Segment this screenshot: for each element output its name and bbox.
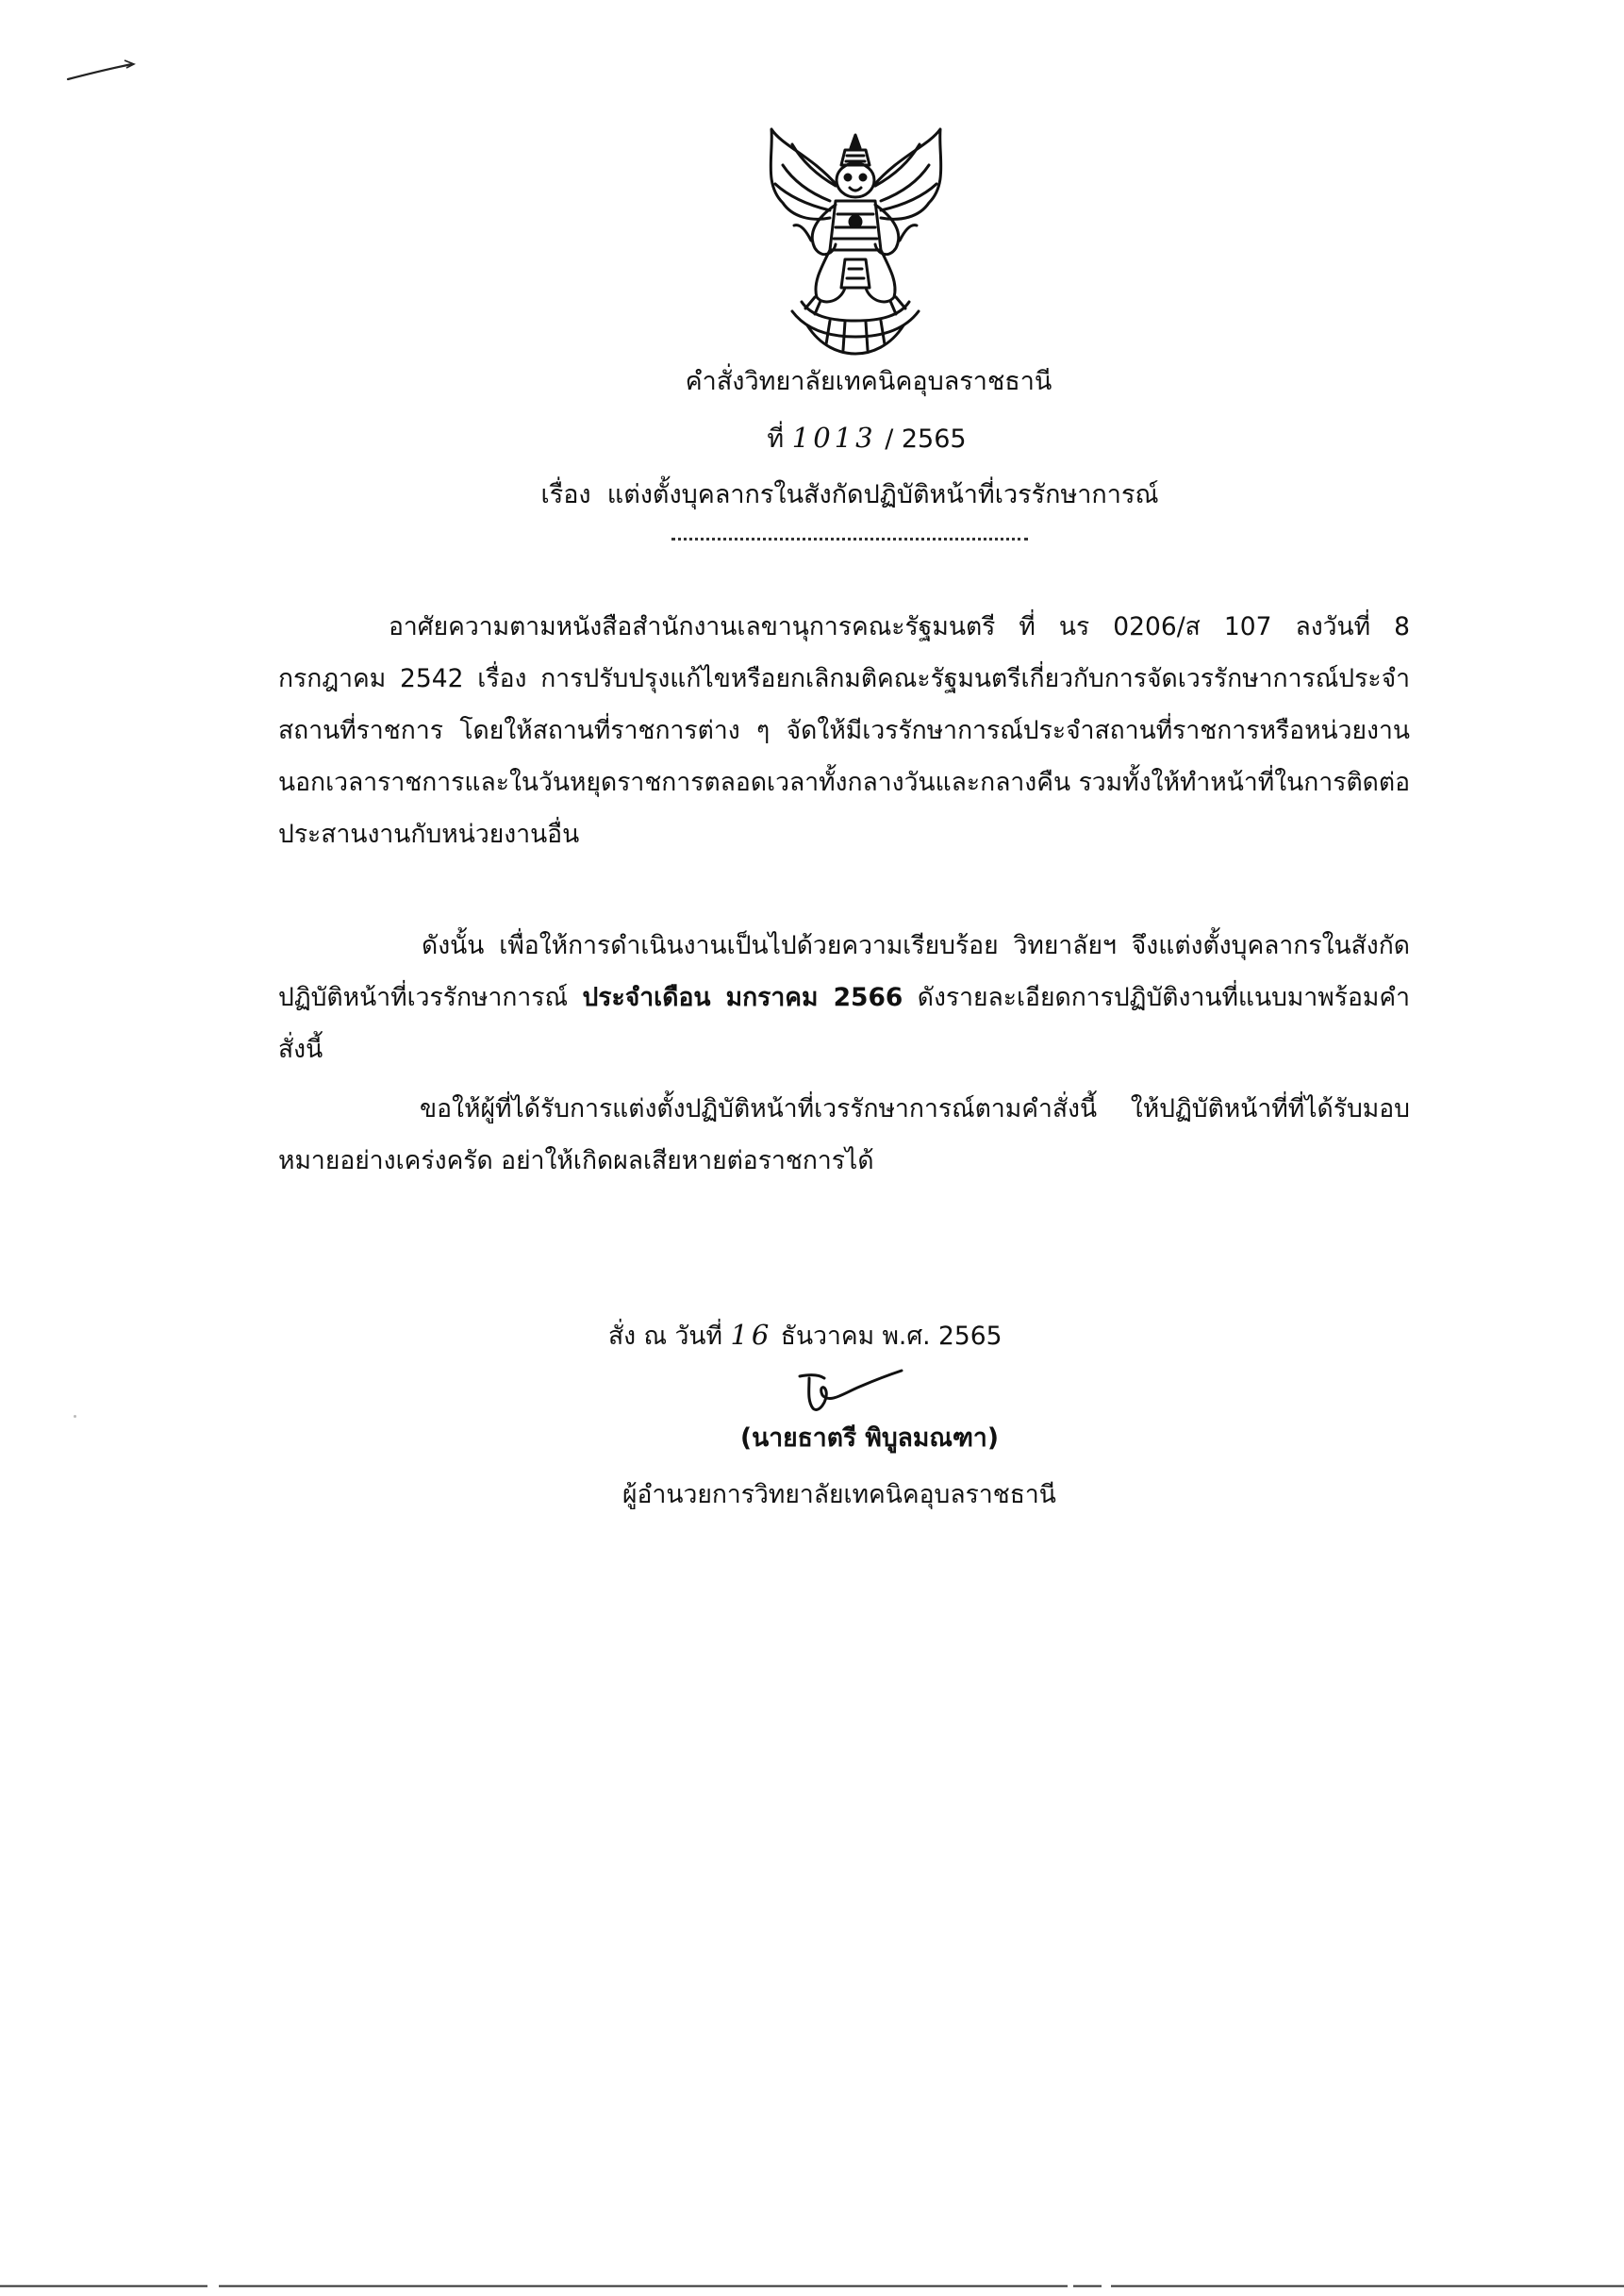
signing-date-day-handwritten: 16 xyxy=(730,1319,773,1351)
order-number-suffix: / 2565 xyxy=(885,424,967,454)
subject-text: แต่งตั้งบุคลากรในสังกัดปฏิบัติหน้าที่เวรรักษาการณ์ xyxy=(606,480,1159,509)
scan-speck xyxy=(74,1415,76,1418)
footer-scan-line xyxy=(0,2285,1624,2288)
paragraph-appointment xyxy=(278,920,1410,1075)
signing-date-suffix: ธันวาคม พ.ศ. 2565 xyxy=(780,1322,1003,1351)
paragraph-instruction: ขอให้ผู้ที่ได้รับการแต่งตั้งปฏิบัติหน้าที่เวรรักษาการณ์ตามคำสั่งนี้ ให้ปฏิบัติหน้าที่ที่ได้รับมอบหมายอย่างเคร่งครัด อย่าให้เกิดผลเสียหายต่อราชการได้ xyxy=(278,1094,1410,1175)
signer-position: ผู้อำนวยการวิทยาลัยเทคนิคอุบลราชธานี xyxy=(622,1480,1056,1509)
signing-date-prefix: สั่ง ณ วันที่ xyxy=(608,1322,723,1351)
order-number-handwritten: 1013 xyxy=(791,422,877,454)
paragraph-appointment-text-1: ดังนั้น เพื่อให้การดำเนินงานเป็นไปด้วยความเรียบร้อย วิทยาลัยฯ จึงแต่งตั้งบุคลากรในสังกัดปฏิบัติหน้าที่เวรรักษาการณ์ xyxy=(278,931,1410,1012)
handwritten-signature xyxy=(781,1363,922,1420)
dotted-separator xyxy=(671,538,1028,541)
pen-stroke-mark xyxy=(66,57,141,85)
garuda-emblem xyxy=(754,127,957,358)
paragraph-appointment-text-2: ดังรายละเอียดการปฏิบัติงานที่แนบมาพร้อมคำสั่งนี้ xyxy=(278,983,1410,1064)
paragraph-appointment-month: ประจำเดือน มกราคม 2566 xyxy=(582,983,903,1012)
order-number-line xyxy=(55,419,1624,458)
signing-date-line xyxy=(608,1316,1002,1356)
order-number-prefix: ที่ xyxy=(767,424,785,454)
order-subject-line xyxy=(38,476,1624,514)
order-title: คำสั่งวิทยาลัยเทคนิคอุบลราชธานี xyxy=(685,367,1052,396)
paragraph-authority: อาศัยความตามหนังสือสำนักงานเลขานุการคณะรัฐมนตรี ที่ นร 0206/ส 107 ลงวันที่ 8 กรกฎาคม 2542 เรื่อง การปรับปรุงแก้ไขหรือยกเลิกมติคณะรัฐมนตรีเกี่ยวกับการจัดเวรรักษาการณ์ประจำสถานที่ราชการ โดยให้สถานที่ราชการต่าง ๆ จัดให้มีเวรรักษาการณ์ประจำสถานที่ราชการหรือหน่วยงานนอกเวลาราชการและในวันหยุดราชการตลอดเวลาทั้งกลางวันและกลางคืน รวมทั้งให้ทำหน้าที่ในการติดต่อประสานงานกับหน่วยงานอื่น xyxy=(278,612,1410,849)
subject-label: เรื่อง xyxy=(540,480,591,509)
signer-name: (นายธาตรี พิบูลมณฑา) xyxy=(740,1423,999,1453)
